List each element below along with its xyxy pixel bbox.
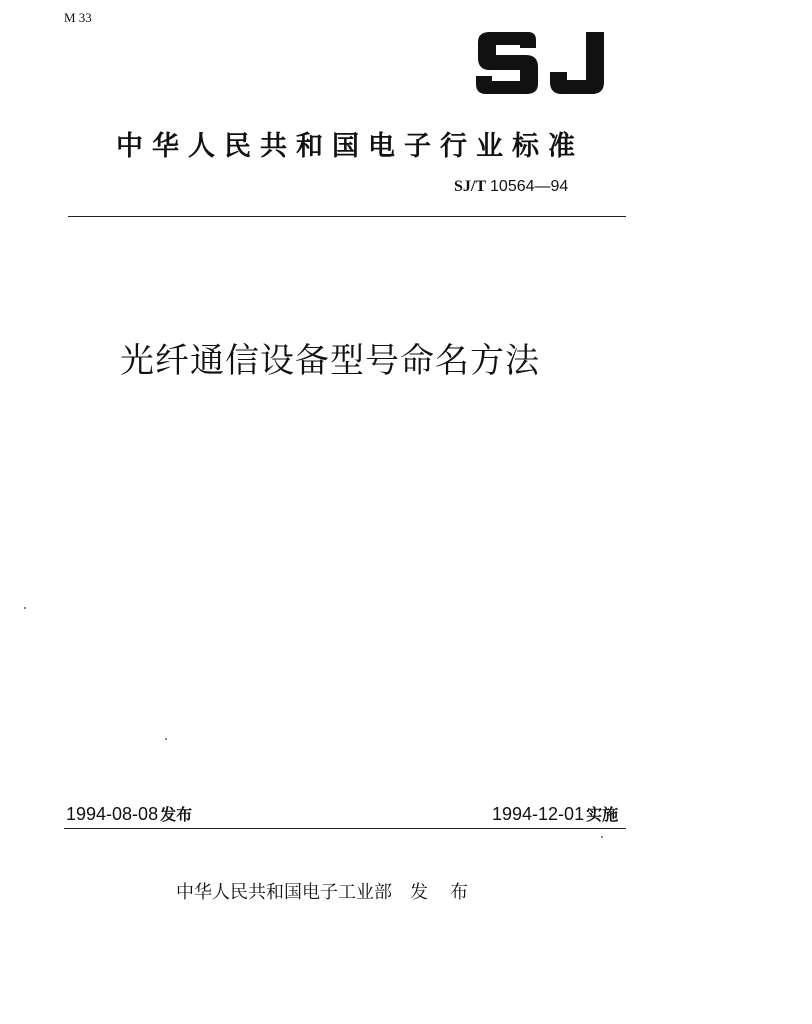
header-divider	[68, 216, 626, 217]
issue-date: 1994-08-08	[66, 804, 159, 824]
implementation-label: 实施	[586, 805, 619, 824]
classification-code: M 33	[64, 10, 92, 25]
issue-date-line	[66, 802, 192, 825]
publisher-name: 中华人民共和国电子工业部	[176, 882, 392, 903]
scan-speck	[24, 607, 26, 609]
implementation-date-line	[492, 802, 618, 825]
issue-label: 发布	[160, 805, 193, 824]
standard-num: 10564—94	[490, 178, 569, 195]
publisher-line	[176, 878, 490, 904]
standard-number	[454, 176, 568, 196]
standard-code: SJ/T	[454, 178, 487, 195]
scan-speck	[165, 738, 167, 740]
publisher-action: 发布	[410, 882, 490, 903]
sj-logo-mark	[470, 28, 610, 98]
footer-divider	[64, 828, 626, 829]
sj-logo	[470, 28, 610, 98]
scan-speck	[601, 836, 603, 838]
document-title: 光纤通信设备型号命名方法	[120, 341, 540, 381]
industry-standard-title: 中华人民共和国电子行业标准	[116, 131, 584, 162]
implementation-date: 1994-12-01	[492, 804, 585, 824]
